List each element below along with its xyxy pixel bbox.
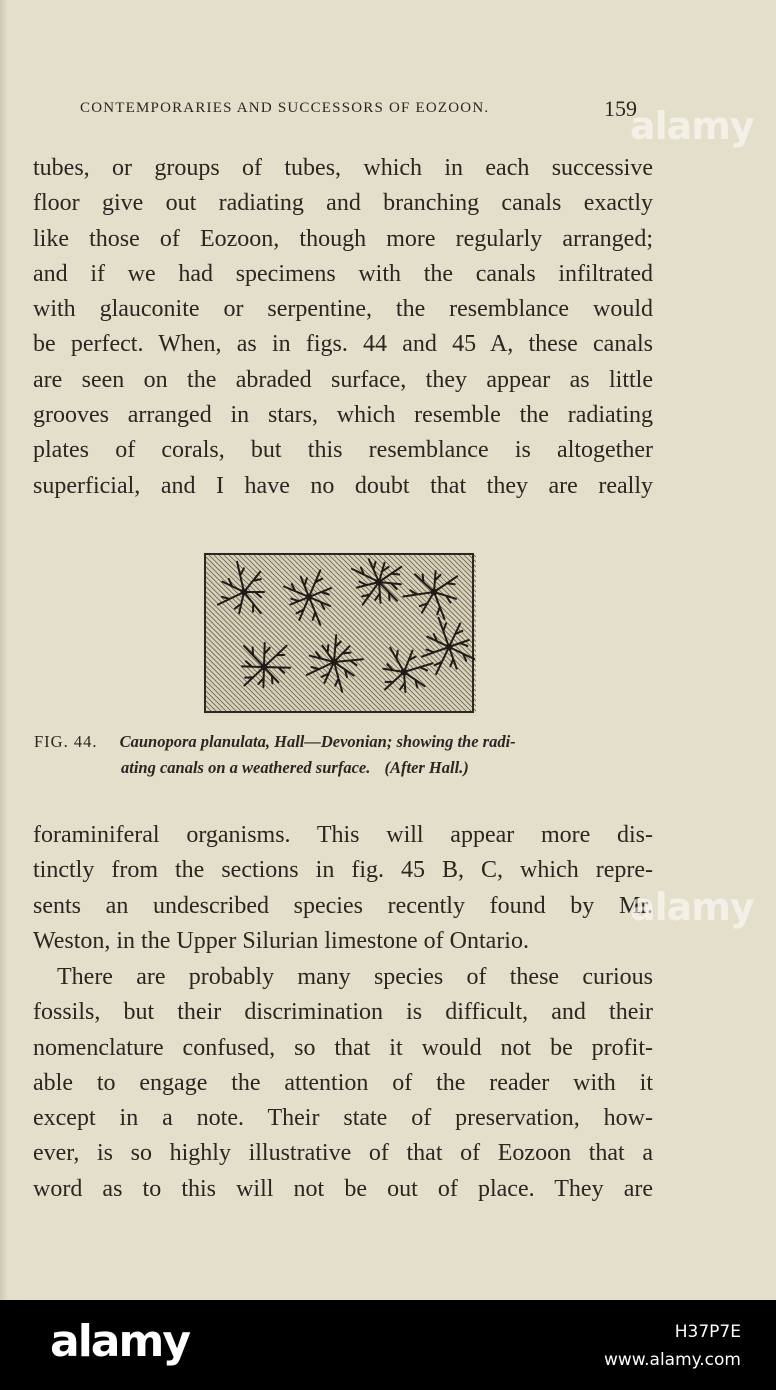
text-line: foraminiferal organisms. This will appear more dis- bbox=[33, 822, 653, 848]
figure-caption-line-1 bbox=[34, 732, 654, 752]
text-line: are seen on the abraded surface, they appear as little bbox=[33, 366, 653, 393]
figure-label: FIG. 44. bbox=[34, 732, 98, 751]
paragraph-3 bbox=[33, 960, 653, 1207]
text-line: except in a note. Their state of preservation, how- bbox=[33, 1105, 653, 1132]
watermark: alamy bbox=[630, 885, 754, 929]
text-line: superficial, and I have no doubt that they are really bbox=[33, 472, 653, 499]
stock-footer-bar bbox=[0, 1300, 776, 1390]
text-line: ever, is so highly illustrative of that of Eozoon that a bbox=[33, 1140, 653, 1167]
text-line: and if we had specimens with the canals infiltrated bbox=[33, 260, 653, 287]
text-line: able to engage the attention of the reader with it bbox=[33, 1069, 653, 1096]
fossil-engraving-figure bbox=[204, 552, 476, 716]
page-number: 159 bbox=[604, 96, 637, 121]
watermark: alamy bbox=[630, 104, 754, 148]
figure-caption-line-2 bbox=[121, 758, 741, 778]
paragraph-1 bbox=[33, 151, 653, 504]
image-id: H37P7E bbox=[674, 1322, 741, 1342]
text-line: Weston, in the Upper Silurian limestone of Ontario. bbox=[33, 927, 529, 954]
page-gutter-shadow bbox=[0, 0, 8, 1300]
text-line: grooves arranged in stars, which resemble the radiating bbox=[33, 402, 653, 429]
hatch-line bbox=[474, 555, 476, 712]
figure-caption-credit: (After Hall.) bbox=[384, 758, 469, 777]
footer-url: www.alamy.com bbox=[603, 1350, 741, 1370]
text-line: nomenclature confused, so that it would not be profit- bbox=[33, 1034, 653, 1061]
text-line: tinctly from the sections in fig. 45 B, C, which repre- bbox=[33, 857, 653, 884]
text-line: floor give out radiating and branching canals exactly bbox=[33, 190, 653, 217]
text-line: There are probably many species of these curious bbox=[57, 964, 653, 990]
text-line: with glauconite or serpentine, the resemblance would bbox=[33, 296, 653, 323]
text-line: like those of Eozoon, though more regularly arranged; bbox=[33, 225, 653, 252]
alamy-logo: alamy bbox=[50, 1316, 189, 1367]
figure-caption-text: Caunopora planulata, Hall—Devonian; showing the radi- bbox=[119, 732, 516, 751]
text-line: plates of corals, but this resemblance is altogether bbox=[33, 437, 653, 464]
caunopora-engraving bbox=[204, 552, 476, 716]
figure-caption-text-2: ating canals on a weathered surface. bbox=[121, 758, 371, 777]
text-line: tubes, or groups of tubes, which in each successive bbox=[33, 155, 653, 181]
text-line: be perfect. When, as in figs. 44 and 45 A, these canals bbox=[33, 331, 653, 358]
running-head: CONTEMPORARIES AND SUCCESSORS OF EOZOON. bbox=[80, 100, 490, 116]
text-line: word as to this will not be out of place. They are bbox=[33, 1175, 653, 1202]
paragraph-2 bbox=[33, 818, 653, 959]
text-line: sents an undescribed species recently found by Mr. bbox=[33, 892, 653, 919]
text-line: fossils, but their discrimination is difficult, and their bbox=[33, 999, 653, 1026]
